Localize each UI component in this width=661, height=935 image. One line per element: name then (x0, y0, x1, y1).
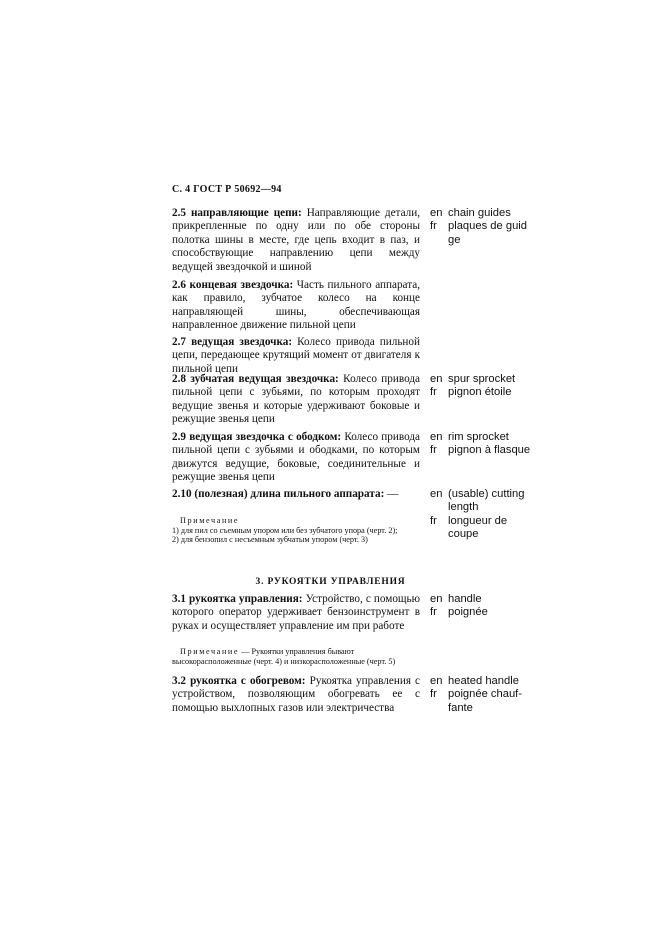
lang-code: fr (430, 688, 437, 701)
equivalents-2-8 (430, 373, 540, 400)
term-2-6 (172, 279, 420, 333)
section-title: 3. РУКОЯТКИ УПРАВЛЕНИЯ (255, 577, 406, 587)
french-term: pignon à flasque (448, 444, 531, 457)
term-definition: Направляющие детали, прикрепленные по одну или по обе стороны полотка шины в месте, где цепь входит в паз, и способствующие направлению цепи между ведущей звездочкой и шиной (172, 207, 421, 273)
term-number: 3.2 (172, 675, 186, 687)
lang-code: fr (430, 386, 437, 399)
french-term: poignée (448, 606, 488, 619)
french-term-continued: ge (448, 233, 461, 246)
term-name: направляющие цепи: (190, 207, 302, 219)
term-3-1 (172, 593, 420, 633)
term-definition: Устройство, с помощью которого оператор удерживает бензоинструмент в руках и осуществляет управление им при работе (172, 593, 421, 632)
french-term: longueur de (448, 514, 508, 527)
term-name: (полезная) длина пильного аппарата: (194, 488, 385, 500)
term-name: зубчатая ведущая звездочка: (190, 373, 339, 385)
english-term: chain guides (448, 207, 511, 219)
term-2-5 (172, 207, 420, 274)
english-term-continued: length (448, 501, 479, 514)
english-term: handle (448, 593, 482, 605)
term-2-7 (172, 336, 420, 376)
lang-code: en (430, 593, 443, 605)
term-number: 2.7 (172, 336, 186, 348)
note-title: Примечание (180, 516, 240, 525)
term-number: 2.8 (172, 373, 186, 385)
english-term: (usable) cutting (448, 488, 525, 500)
term-definition: Часть пильного аппарата, как правило, зубчатое колесо на конце направляющей шины, обеспечивающая направленное движение пильной цепи (172, 279, 421, 332)
equivalents-2-9 (430, 431, 540, 458)
note-item: 2) для бензопил с несъемным зубчатым упором (черт. 3) (172, 535, 368, 545)
equivalents-2-5 (430, 207, 540, 247)
equivalents-3-2 (430, 675, 540, 715)
french-term: pignon étoile (448, 386, 512, 399)
term-definition: Рукоятка управления с устройством, позволяющим обогревать ее с помощью выхлопных газов или электричества (172, 675, 421, 714)
note-2-10 (172, 516, 420, 545)
lang-code: en (430, 207, 443, 219)
term-name: концевая звездочка: (189, 279, 294, 291)
term-name: рукоятка с обогревом: (190, 675, 306, 687)
lang-code: fr (430, 444, 437, 457)
french-term: poignée chauf- (448, 688, 523, 701)
english-term: spur sprocket (448, 373, 516, 385)
term-3-2 (172, 675, 420, 715)
lang-code: en (430, 488, 443, 500)
note-text: — Рукоятки управления бывают высокорасположенные (черт. 4) и низкорасположенные (черт. 5) (172, 647, 396, 666)
term-number: 3.1 (172, 593, 186, 605)
lang-code: fr (430, 514, 437, 527)
term-number: 2.6 (172, 279, 186, 291)
lang-code: en (430, 431, 443, 443)
term-definition: Колесо привода пильной цепи с зубьями и ободками, по которым движутся ведущие, боковые, соединительные и режущие звенья цепи (172, 431, 421, 484)
french-term-continued: fante (448, 701, 473, 714)
lang-code: fr (430, 606, 437, 619)
term-number: 2.10 (172, 488, 192, 500)
lang-code: fr (430, 220, 437, 233)
term-2-8 (172, 373, 420, 427)
equivalents-3-1 (430, 593, 540, 620)
term-definition: Колесо привода пильной цепи с зубьями, по которым проходят ведущие звенья и которые удерживают боковые и режущие звенья цепи (172, 373, 420, 426)
term-name: ведущая звездочка: (191, 336, 293, 348)
term-2-10 (172, 488, 420, 501)
term-number: 2.9 (172, 431, 186, 443)
note-title: Примечание (180, 647, 240, 656)
lang-code: en (430, 675, 443, 687)
page-header: С. 4 ГОСТ Р 50692—94 (172, 184, 282, 195)
term-name: рукоятка управления: (189, 593, 303, 605)
term-definition: — (387, 488, 399, 500)
french-term-continued: coupe (448, 528, 479, 541)
note-3-1 (172, 647, 420, 666)
lang-code: en (430, 373, 443, 385)
term-number: 2.5 (172, 207, 186, 219)
equivalents-2-10 (430, 488, 540, 542)
term-definition: Колесо привода пильной цепи, передающее крутящий момент от двигателя к пильной цепи (172, 336, 420, 375)
english-term: heated handle (448, 675, 519, 687)
term-2-9 (172, 431, 420, 485)
english-term: rim sprocket (448, 431, 509, 443)
note-item: 1) для пил со съемным упором или без зубчатого упора (черт. 2); (172, 525, 398, 535)
term-name: ведущая звездочка с ободком: (189, 431, 342, 443)
french-term: plaques de guid (448, 220, 528, 233)
